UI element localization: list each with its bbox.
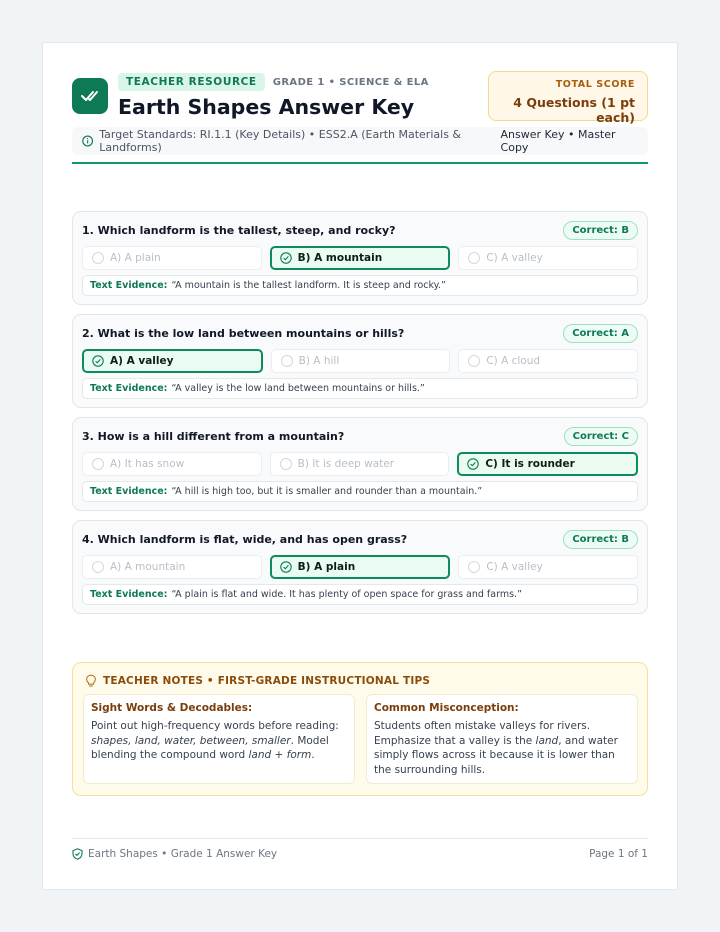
question-text: 3. How is a hill different from a mountain? [82, 430, 345, 443]
note-title: Common Misconception: [374, 702, 519, 714]
option-label: A) A mountain [110, 561, 186, 573]
correct-answer-badge: Correct: B [563, 221, 638, 240]
total-score-box [488, 71, 648, 125]
option-label: C) A valley [486, 252, 543, 264]
evidence-text: “A hill is high too, but it is smaller and rounder than a mountain.” [171, 486, 483, 497]
evidence-label: Text Evidence: [90, 383, 168, 394]
evidence-text: “A mountain is the tallest landform. It is steep and rocky.” [171, 280, 446, 291]
option-b[interactable] [271, 349, 451, 373]
text-evidence [82, 275, 638, 296]
teacher-resource-badge: TEACHER RESOURCE [118, 73, 265, 91]
option-label: C) It is rounder [485, 458, 575, 470]
note-card-sight-words [83, 694, 355, 784]
option-a-correct[interactable] [82, 349, 263, 373]
standards-bar [72, 127, 648, 155]
radio-circle-icon [468, 355, 480, 367]
page-number: Page 1 of 1 [589, 848, 648, 860]
text-evidence [82, 584, 638, 605]
note-card-misconception [366, 694, 638, 784]
radio-circle-icon [280, 458, 292, 470]
question-card-2 [72, 314, 648, 408]
question-text: 2. What is the low land between mountains or hills? [82, 327, 405, 340]
answer-key-label: Answer Key • Master Copy [500, 128, 616, 154]
total-score-value: 4 Questions (1 pt each) [513, 95, 635, 125]
teacher-notes [72, 662, 648, 796]
note-body: Students often mistake valleys for rivers. Emphasize that a valley is the land, and water simply flows across it because it is lower than the surrounding hills. [374, 720, 618, 776]
check-circle-icon [280, 561, 292, 573]
check-circle-icon [92, 355, 104, 367]
question-text: 4. Which landform is flat, wide, and has open grass? [82, 533, 408, 546]
evidence-label: Text Evidence: [90, 486, 168, 497]
option-label: C) A cloud [486, 355, 541, 367]
correct-answer-badge: Correct: A [563, 324, 638, 343]
option-a[interactable] [82, 246, 262, 270]
lightbulb-icon [85, 674, 97, 688]
info-icon [82, 135, 93, 147]
option-c[interactable] [458, 555, 638, 579]
option-label: B) A mountain [297, 252, 383, 264]
correct-answer-badge: Correct: C [564, 427, 638, 446]
question-card-4 [72, 520, 648, 614]
footer-title: Earth Shapes • Grade 1 Answer Key [88, 848, 278, 860]
note-title: Sight Words & Decodables: [91, 702, 253, 714]
radio-circle-icon [468, 252, 480, 264]
option-label: A) A plain [110, 252, 161, 264]
text-evidence [82, 481, 638, 502]
correct-answer-badge: Correct: B [563, 530, 638, 549]
option-c-correct[interactable] [457, 452, 638, 476]
option-label: B) It is deep water [297, 458, 395, 470]
text-evidence [82, 378, 638, 399]
header-divider [72, 162, 648, 164]
radio-circle-icon [92, 458, 104, 470]
radio-circle-icon [92, 561, 104, 573]
check-circle-icon [280, 252, 292, 264]
option-a[interactable] [82, 555, 262, 579]
question-card-1 [72, 211, 648, 305]
total-score-label: TOTAL SCORE [555, 79, 635, 90]
option-label: A) A valley [110, 355, 174, 367]
evidence-text: “A plain is flat and wide. It has plenty of open space for grass and farms.” [171, 589, 522, 600]
radio-circle-icon [92, 252, 104, 264]
grade-subject-label: GRADE 1 • SCIENCE & ELA [272, 76, 429, 88]
evidence-label: Text Evidence: [90, 280, 168, 291]
check-circle-icon [467, 458, 479, 470]
standards-text: Target Standards: RI.1.1 (Key Details) • ESS2.A (Earth Materials & Landforms) [99, 128, 461, 154]
option-c[interactable] [458, 349, 638, 373]
footer-divider [72, 838, 648, 839]
radio-circle-icon [468, 561, 480, 573]
question-text: 1. Which landform is the tallest, steep, and rocky? [82, 224, 396, 237]
option-b-correct[interactable] [270, 246, 451, 270]
option-label: B) A plain [297, 561, 356, 573]
option-b[interactable] [270, 452, 450, 476]
option-b-correct[interactable] [270, 555, 451, 579]
option-a[interactable] [82, 452, 262, 476]
footer-left [72, 848, 277, 860]
page-title: Earth Shapes Answer Key [118, 95, 415, 119]
option-label: A) It has snow [110, 458, 185, 470]
shield-check-icon [72, 848, 83, 860]
option-c[interactable] [458, 246, 638, 270]
evidence-text: “A valley is the low land between mountains or hills.” [171, 383, 425, 394]
check-logo-icon [72, 78, 108, 114]
radio-circle-icon [281, 355, 293, 367]
notes-heading: TEACHER NOTES • FIRST-GRADE INSTRUCTIONAL TIPS [103, 675, 431, 687]
evidence-label: Text Evidence: [90, 589, 168, 600]
question-card-3 [72, 417, 648, 511]
option-label: C) A valley [486, 561, 543, 573]
option-label: B) A hill [298, 355, 340, 367]
note-body: Point out high-frequency words before reading: shapes, land, water, between, smaller. Model blending the compound word land + form. [91, 720, 339, 761]
answer-key-page [42, 42, 678, 890]
